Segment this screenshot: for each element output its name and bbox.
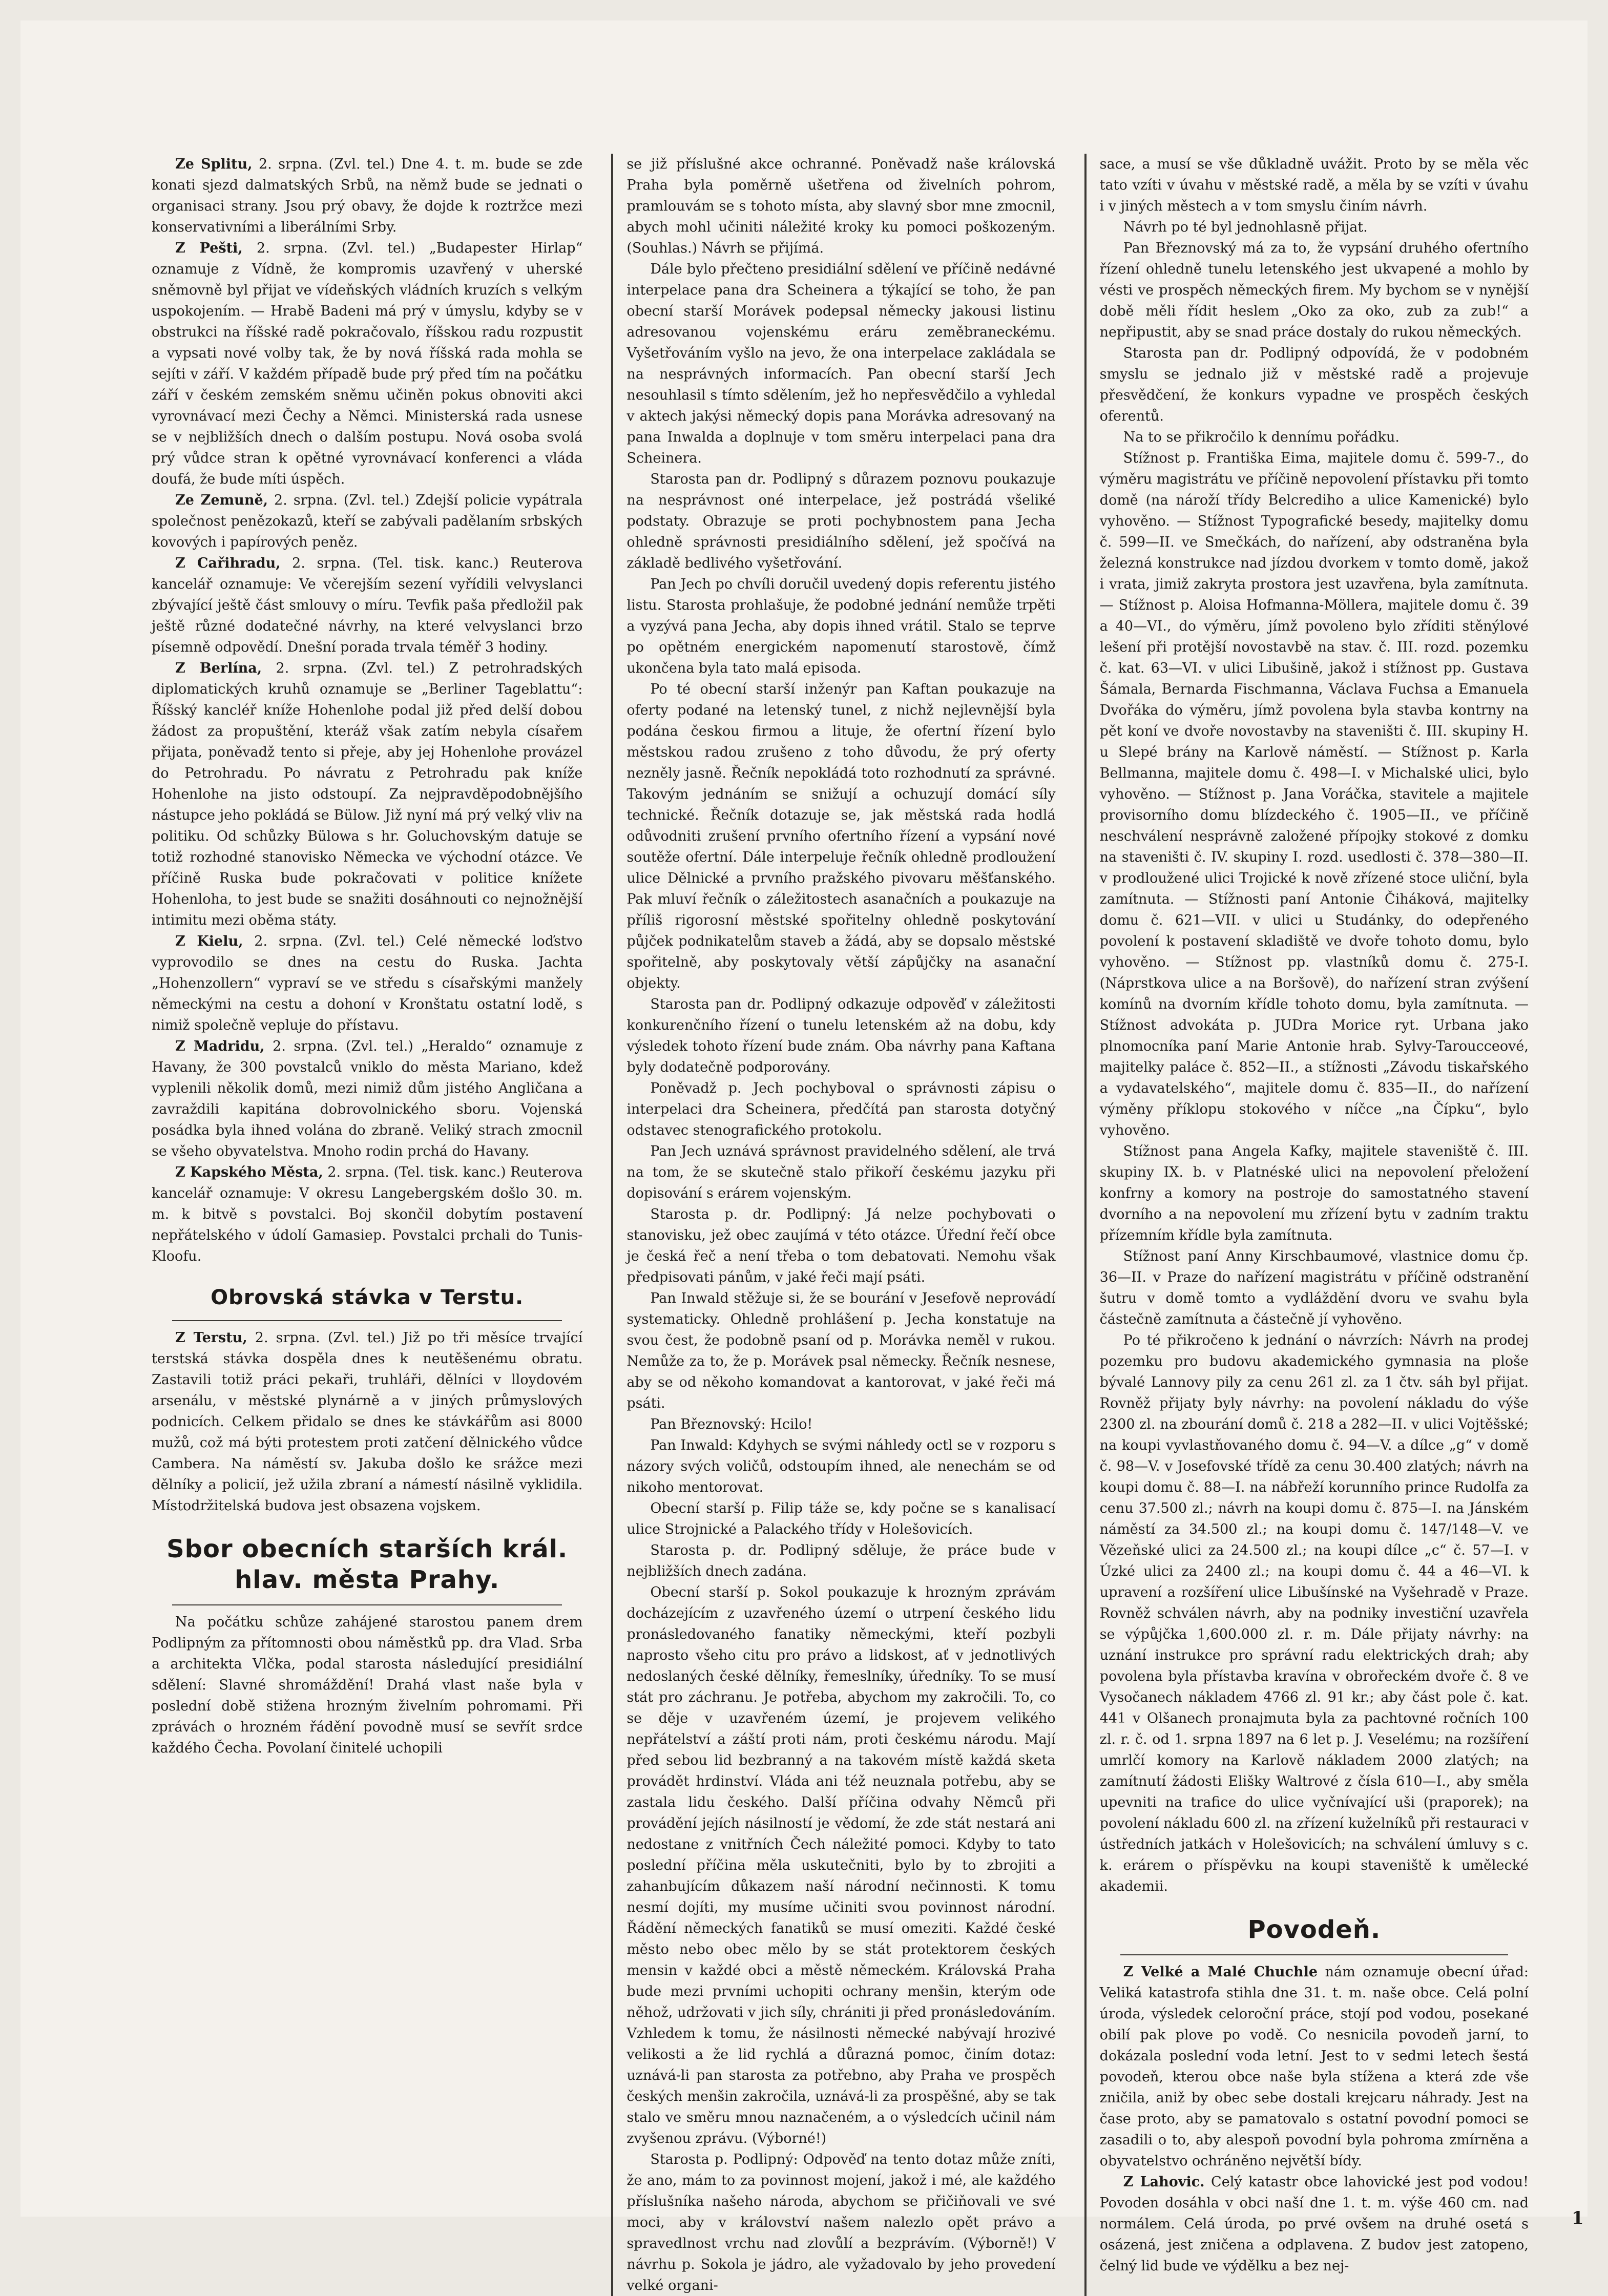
- article-paragraph: [152, 490, 582, 553]
- heading-rule: [1120, 1954, 1508, 1955]
- paragraph-text: 2. srpna. (Zvl. tel.) Již po tři měsíce trvající terstská stávka dospěla dnes k neutěšenému obratu. Zastavili totiž práci pekaři, truhláři, dělníci v lloydovém arsenálu, v městské plynárně a v jiných průmyslových podnicích. Celkem přidalo se dnes ke stávkářům asi 8000 mužů, což má býti protestem proti zatčení dělnického vůdce Cambera. Na náměstí sv. Jakuba došlo ke srážce mezi dělníky a policií, jež užila zbraní a námestí násilně vyklidila. Místodržitelská budova jest obsazena vojskem.: [152, 1330, 583, 1514]
- paragraph-text: Pan Jech uznává správnost pravidelného sdělení, ale trvá na tom, že se skutečně stalo přikoří českému jazyku při dopisování s erárem vojenským.: [627, 1143, 1056, 1201]
- paragraph-text: 2. srpna. (Zvl. tel.) Dne 4. t. m. bude se zde konati sjezd dalmatských Srbů, na němž bude se jednati o organisaci strany. Jsou prý obavy, že dojde k roztržce mezi konservativními a liberálními Srby.: [152, 156, 583, 235]
- paragraph-text: Stížnost p. Františka Eima, majitele domu č. 599-7., do výměru magistrátu ve příčině nepovolení přístavku při tomto domě (na nároží třídy Belcrediho a ulice Kamenické) bylo vyhověno. — Stížnost Typografické besedy, majitelky domu č. 599—II. ve Smečkách, do nařízení, aby odstraněna byla železná konstrukce nad jízdou dvorkem v tomto domě, jakož i vrata, jimiž zakryta prostora jest uzavřena, byla zamítnuta. — Stížnost p. Aloisa Hofmanna-Möllera, majitele domu č. 39 a 40—VI., do výměru, jímž povoleno bylo zříditi stěnýlové lešení při protější novostavbě na stav. č. III. rozd. pozemku č. kat. 63—VI. v ulici Libušině, jakož i stížnost pp. Gustava Šámala, Bernarda Fischmanna, Václava Fuchsa a Emanuela Dvořáka do výměru, jímž povolena byla stavba kontrny na pět koní ve dvoře novostavby na staveništi č. III. skupiny H. u Slepé brány na Karlově náměstí. — Stížnost p. Karla Bellmanna, majitele domu č. 498—I. v Michalské ulici, bylo vyhověno. — Stížnost p. Jana Voráčka, stavitele a majitele provisorního domu blízdeckého č. 1905—II., ve příčině neschválení nesprávně založené přípojky stokové z domku na staveništi č. IV. skupiny I. rozd. usedlosti č. 378—380—II. v prodloužené ulici Trojické k nově zřízené stoce uliční, byla zamítnuta. — Stížnosti paní Antonie Čiháková, majitelky domu č. 621—VII. v ulici u Studánky, do odepřeného povolení k postavení skladiště ve dvoře tohoto domu, bylo vyhověno. — Stížnost pp. vlastníků domu č. 275-I. (Náprstkova ulice a na Boršově), do nařízení stran zvýšení komínů na dvorním křídle tohoto domu, byla zamítnuta. — Stížnost advokáta p. JUDra Morice ryt. Urbana jako plnomocníka paní Marie Antonie hrab. Sylvy-Taroucceové, majitelky paláce č. 852—II., a stížnosti „Závodu tiskařského a vydavatelského“, majitele domu č. 835—II., do nařízení výměny příklopu stokového v níčce „na Čípku“, bylo vyhověno.: [1099, 450, 1529, 1138]
- article-columns: [138, 154, 1542, 2293]
- dateline: Z Kapského Města,: [175, 1164, 323, 1180]
- article-paragraph: [627, 1582, 1055, 2149]
- column-right: [1084, 154, 1542, 2296]
- article-paragraph: [152, 658, 582, 931]
- article-paragraph: [152, 1327, 582, 1516]
- article-paragraph: [627, 154, 1055, 259]
- article-paragraph: [1100, 1141, 1529, 1246]
- paragraph-text: Starosta pan dr. Podlipný odpovídá, že v podobném smyslu se jednalo již v městské radě a projevuje přesvědčení, že konkurs vypadne ve prospěch českých oferentů.: [1099, 345, 1529, 424]
- article-paragraph: [627, 1078, 1055, 1141]
- column-middle: [611, 154, 1069, 2296]
- article-paragraph: [1100, 2172, 1529, 2277]
- article-paragraph: [627, 2149, 1055, 2296]
- article-paragraph: [152, 553, 582, 658]
- paragraph-text: Po té přikročeno k jednání o návrzích: Návrh na prodej pozemku pro budovu akademického gymnasia na ploše bývalé Lannovy pily za cenu 261 zl. za 1 čtv. sáh byl přijat. Rovněž přijaty byly návrhy: na povolení nákladu do výše 2300 zl. na zbourání domů č. 218 a 282—II. v ulici Vojtěšské; na koupi vyvlastňovaného domu č. 94—V. a dílce „g“ v domě č. 98—V. v Josefovské třídě za cenu 30.400 zlatých; návrh na koupi domu č. 88—I. na nábřeží korunního prince Rudolfa za cenu 37.500 zl.; návrh na koupi domu č. 875—I. na Jánském náměstí za 34.500 zl.; na koupi domu č. 147/148—V. ve Vězeňské ulici za 24.500 zl.; na koupi dílce „c“ č. 57—I. v Úzké ulici za 2400 zl.; na koupi domu č. 44 a 46—VI. k upravení a rozšíření ulice Libušínské na Vyšehradě v Praze. Rovněž schválen návrh, aby na podniky investiční uzavřela se výpůjčka 1,600.000 zl. r. m. Dále přijaty návrhy: na uznání instrukce pro správní radu elektrických drah; aby povolena byla přístavba kravína v obrořeckém dvoře č. 8 ve Vysočanech nákladem 4766 zl. 91 kr.; aby část pole č. kat. 441 v Olšanech pronajmuta byla za pachtovné ročních 100 zl. r. č. od 1. srpna 1897 na 6 let p. J. Veselému; na rozšíření umrlčí komory na Karlově nákladem 2000 zlatých; na zamítnutí žádosti Elišky Waltrové z čísla 610—I., aby směla upevniti na trafice do ulice vyčnívající uši (praporek); na povolení nákladu 600 zl. na zřízení kuželníků při restauraci v ústředních jatkách v Holešovicích; na schválení úmluvy s c. k. erárem o příspěvku na koupi staveniště k umělecké akademii.: [1099, 1332, 1529, 1894]
- article-paragraph: [627, 1141, 1055, 1204]
- dateline: Z Berlína,: [175, 660, 262, 676]
- paragraph-text: 2. srpna. (Tel. tisk. kanc.) Reuterova kancelář oznamuje: Ve včerejším sezení vyřídili velvyslanci zbývající ještě část smlouvy o míru. Tevfik paša předložil pak ještě různé dodatečné návrhy, na které velvyslanci brzo písemně odpovědí. Dnešní porada trvala téměř 3 hodiny.: [152, 555, 583, 655]
- paragraph-text: Stížnost pana Angela Kafky, majitele staveniště č. III. skupiny IX. b. v Platnéské ulici na nepovolení přeložení konfrny a komory na postroje do samostatného stavení dvorního a na nepovolení mu zřízení bytu v zadním traktu přízemním křídle byla zamítnuta.: [1099, 1143, 1529, 1243]
- article-paragraph: [627, 1435, 1055, 1498]
- paragraph-text: Starosta pan dr. Podlipný s důrazem poznovu poukazuje na nesprávnost oné interpelace, jež postrádá všeliké podstaty. Obrazuje se proti pochybnostem pana Jecha ohledně správnosti presidiálního sdělení, jež spočívá na základě bedlivého vyšetřování.: [627, 471, 1056, 571]
- paragraph-text: 2. srpna. (Zvl. tel.) Z petrohradských diplomatických kruhů oznamuje se „Berliner Tageblattu“: Říšský kancléř kníže Hohenlohe podal již před delší dobou žádost za propuštění, kteráž však zatím nebyla císařem přijata, poněvadž tento si přeje, aby jej Hohenlohe provázel do Petrohradu. Po návratu z Petrohradu pak kníže Hohenlohe na jisto odstoupí. Za nejpravděpodobnějšího nástupce jeho pokládá se Bülow. Již nyní má prý velký vliv na politiku. Od schůzky Bülowa s hr. Goluchovským datuje se totiž rozhodné stanovisko Německa ve východní otázce. Ve příčině Ruska bude pokračovati v politice knížete Hohenloha, to jest bude se snažiti dosáhnouti co nejnožnější intimitu mezi oběma státy.: [152, 660, 583, 928]
- paragraph-text: Pan Březnovský: Hcilo!: [650, 1416, 813, 1432]
- heading-rule: [172, 1604, 562, 1605]
- paragraph-text: se již příslušné akce ochranné. Poněvadž naše královská Praha byla poměrně ušetřena od živelních pohrom, pramlouvám se s tohoto místa, aby slavný sbor mne zmocnil, abych mohl učiniti náležité kroky ku pomoci poškozeným. (Souhlas.) Návrh se přijímá.: [627, 156, 1056, 256]
- article-paragraph: [627, 679, 1055, 994]
- article-paragraph: [1100, 1246, 1529, 1330]
- dateline: Ze Splitu,: [175, 156, 253, 172]
- paragraph-text: Starosta p. Podlipný: Odpověď na tento dotaz může zníti, že ano, mám to za povinnost mojení, jakož i mé, ale každého příslušníka našeho národa, abychom se přičiňovali ve své moci, aby v království našem nalezlo opět právo a spravedlnost vrchu nad zlovůlí a bezprávím. (Výborně!) V návrhu p. Sokola je jádro, ale vyžadovalo by jeho provedení velké organi-: [627, 2152, 1056, 2293]
- dateline: Z Velké a Malé Chuchle: [1123, 1964, 1318, 1980]
- article-paragraph: [627, 994, 1055, 1078]
- paragraph-text: Dále bylo přečteno presidiální sdělení ve příčině nedávné interpelace pana dra Scheinera a týkající se toho, že pan obecní starší Morávek podepsal německy jakousi listinu adresovanou vojenskému eráru zeměbraneckému. Vyšetřováním vyšlo na jevo, že ona interpelace zakládala se na nesprávných informacích. Pan obecní starší Jech nesouhlasil s tímto sdělením, jež ho nepřesvědčilo a vyhledal v aktech jakýsi německý dopis pana Morávka adresovaný na pana Inwalda a doplnuje v tom směru interpelaci pana dra Scheinera.: [627, 261, 1056, 466]
- paragraph-text: Pan Inwald: Kdyhych se svými náhledy octl se v rozporu s názory svých voličů, odstoupím ihned, ale nenechám se od nikoho mentorovat.: [627, 1437, 1056, 1495]
- article-paragraph: [1100, 238, 1529, 343]
- article-paragraph: [627, 1540, 1055, 1582]
- paragraph-text: 2. srpna. (Zvl. tel.) Celé německé loďstvo vyprovodilo se dnes na cestu do Ruska. Jachta „Hohenzollern“ vypraví se ve středu s císařskými manžely německými na cestu a dohoní v Kronštatu ostatní lodě, s nimiž společně vepluje do přístavu.: [152, 933, 583, 1033]
- paragraph-text: Starosta p. dr. Podlipný: Já nelze pochybovati o stanovisku, jež obec zaujímá v této otázce. Úřední řečí obce je česká řeč a není třeba o tom debatovati. Nemohu však předpisovati pánům, v jaké řeči mají psáti.: [627, 1206, 1056, 1285]
- article-paragraph: [1100, 217, 1529, 238]
- column-left: [138, 154, 596, 2296]
- newspaper-page: [20, 20, 1588, 2293]
- section-heading: Obrovská stávka v Terstu.: [211, 1286, 524, 1309]
- paragraph-text: Obecní starší p. Filip táže se, kdy počne se s kanalisací ulice Strojnické a Palackého třídy v Holešovicích.: [627, 1500, 1056, 1537]
- article-paragraph: [1100, 427, 1529, 448]
- paragraph-text: 2. srpna. (Tel. tisk. kanc.) Reuterova kancelář oznamuje: V okresu Langebergském došlo 30. m. m. k bitvě s povstalci. Boj skončil dobytím postavení nepřátelského v údolí Gamasiep. Povstalci prchali do Tunis-Kloofu.: [152, 1164, 583, 1264]
- paragraph-text: Celý katastr obce lahovické jest pod vodou! Povoden dosáhla v obci naší dne 1. t. m. výše 460 cm. nad normálem. Celá úroda, po prvé ovšem na druhé osetá s osázená, jest zničena a odplavena. Z budov jest zatopeno, čelný lid bude ve výdělku a bez nej-: [1099, 2174, 1529, 2274]
- section-heading: Sbor obecních starších král. hlav. města Prahy.: [166, 1535, 568, 1594]
- article-paragraph: [1100, 154, 1529, 217]
- paragraph-text: Pan Jech po chvíli doručil uvedený dopis referentu jistého listu. Starosta prohlašuje, že podobné jednání nemůže trpěti a vyzývá pana Jecha, aby dopis ihned vrátil. Stalo se teprve po opětném energickém napomenutí starostově, čímž ukončena byla tato malá episoda.: [627, 576, 1056, 676]
- paragraph-text: Stížnost paní Anny Kirschbaumové, vlastnice domu čp. 36—II. v Praze do nařízení magistrátu v příčině odstranění šutru v domě tomto a vydláždění dvoru ve svahu byla částečně zamítnuta a částečně jí vyhověno.: [1099, 1248, 1529, 1327]
- article-paragraph: [1100, 343, 1529, 427]
- article-paragraph: [1100, 1330, 1529, 1897]
- dateline: Z Terstu,: [175, 1330, 247, 1346]
- article-paragraph: [1100, 448, 1529, 1141]
- dateline: Z Pešti,: [175, 240, 243, 256]
- paragraph-text: Na počátku schůze zahájené starostou panem drem Podlipným za přítomnosti obou náměstků pp. dra Vlad. Srba a architekta Vlčka, podal starosta následující presidiální sdělení: Slavné shromáždění! Drahá vlast naše byla v poslední době stižena hrozným živelním pohromami. Při zprávách o hrozném řádění povodně musí se sevřít srdce každého Čecha. Povolaní činitelé uchopili: [152, 1614, 583, 1756]
- paragraph-text: 2. srpna. (Zvl. tel.) „Heraldo“ oznamuje z Havany, že 300 povstalců vniklo do města Mariano, kdež vyplenili několik domů, mezi nimiž dům jistého Angličana a zavraždili kapitána dobrovolnického sboru. Vojenská posádka byla ihned volána do zbraně. Veliký strach zmocnil se všeho obyvatelstva. Mnoho rodin prchá do Havany.: [152, 1038, 583, 1159]
- paragraph-text: Návrh po té byl jednohlasně přijat.: [1123, 219, 1368, 235]
- article-paragraph: [152, 931, 582, 1036]
- article-paragraph: [152, 1162, 582, 1267]
- paragraph-text: 2. srpna. (Zvl. tel.) Zdejší policie vypátrala společnost penězokazů, kteří se zabývali padělaním srbských kovových i papírových peněz.: [152, 492, 583, 550]
- dateline: Ze Zemuně,: [175, 492, 268, 508]
- paragraph-text: Starosta pan dr. Podlipný odkazuje odpověď v záležitosti konkurenčního řízení o tunelu letenském až na dobu, kdy výsledek tohoto řízení bude znám. Oba návrhy pana Kaftana byly dodatečně podporovány.: [627, 996, 1056, 1075]
- paragraph-text: sace, a musí se vše důkladně uvážit. Proto by se měla věc tato vzíti v úvahu v městské radě, a měla by se vzíti v úvahu i v jiných městech a v tom smyslu činím návrh.: [1099, 156, 1529, 214]
- article-paragraph: [1100, 1961, 1529, 2172]
- dateline: Z Madridu,: [175, 1038, 265, 1054]
- dateline: Z Cařihradu,: [175, 555, 281, 571]
- dateline: Z Kielu,: [175, 933, 243, 949]
- paragraph-text: Na to se přikročilo k dennímu pořádku.: [1123, 429, 1400, 445]
- paragraph-text: Pan Inwald stěžuje si, že se bourání v Jesefově neprovádí systematicky. Ohledně prohlášení p. Jecha konstatuje na svou čest, že podobně psaní od p. Morávka neměl v rukou. Nemůže za to, že p. Morávek psal německy. Řečník nesnese, aby se od někoho komandovat a kantorovat, v jaké řeči má psáti.: [627, 1290, 1056, 1411]
- paragraph-text: Pan Březnovský má za to, že vypsání druhého ofertního řízení ohledně tunelu letenského jest ukvapené a mohlo by vésti ve prospěch německých firem. My bychom se v nynější době měli řídit heslem „Oko za oko, zub za zub!“ a nepřipustit, aby se snad práce dostaly do rukou německých.: [1099, 240, 1529, 340]
- paragraph-text: Po té obecní starší inženýr pan Kaftan poukazuje na oferty podané na letenský tunel, z nichž nejlevnější byla podána českou firmou a lituje, že ofertní řízení bylo městskou radou zrušeno z toho důvodu, že prý oferty nezněly jasně. Řečník nepokládá toto rozhodnutí za správné. Takovým jednáním se snižují a ochuzují domácí síly technické. Řečník dotazuje se, jak městská rada hodlá odůvodniti zrušení prvního ofertního řízení a vypsání nové soutěže ofertní. Dále interpeluje řečník ohledně prodloužení ulice Dělnické a prvního pražského pivovaru měšťanského. Pak mluví řečník o záležitostech asanačních a poukazuje na příliš rigorosní městské spořitelny ohledně poskytování půjček podnikatelům staveb a žádá, aby se dopsalo městské spořitelně, aby poskytovaly větší zápůjčky na asanační objekty.: [627, 681, 1056, 991]
- paragraph-text: Starosta p. dr. Podlipný sděluje, že práce bude v nejbližších dnech zadána.: [627, 1542, 1056, 1579]
- article-paragraph: [627, 469, 1055, 574]
- paragraph-text: Obecní starší p. Sokol poukazuje k hrozným zprávám docházejícím z uzavřeného území o utrpení českého lidu pronásledovaného fanatiky německými, kteří pozbyli naprosto všeho citu pro právo a lidskost, ať v jednotlivých nedoslaných české dělníky, řemeslníky, úředníky. To se musí stát pro záchranu. Je potřeba, abychom my zakročili. To, co se děje v uzavřeném území, je projevem velikého nepřátelství a záští proti nám, proti českému národu. Mají před sebou lid bezbranný a na takovém místě každá sketa provádět hrdinství. Vláda ani též neuznala potřebu, aby se zastala lidu českého. Další příčina odvahy Němců při provádění jejích násilností je vědomí, že zde stát nestará ani nedostane z vnitřních Čech náležité pomoci. Kdyby to tato poslední příčina měla uskutečniti, bylo by to zbrojiti a zahanbujícím důkazem naší národní nečinnosti. K tomu nesmí dojíti, my musíme učiniti svou povinnost národní. Řádění německých fanatiků se musí omeziti. Každé české město nebo obec mělo by se stát protektorem českých mensin v každé obci a městě německém. Královská Praha bude mezi prvními uchopiti ochrany menšin, kterým ode něhož, udržovati v jich síly, chrániti ji před pronásledováním. Vzhledem k tomu, že násilnosti německé nabývají hrozivé velikosti a že lid rychlá a důrazná pomoc, činím dotaz: uznává-li pan starosta za potřebno, aby Praha ve prospěch českých menšin zakročila, uznává-li za prospěšné, aby se tak stalo ve směru mnou naznačeném, a o výsledcích učinil nám zvyšenou zprávu. (Výborné!): [627, 1584, 1056, 2146]
- article-paragraph: [627, 1414, 1055, 1435]
- article-paragraph: [627, 1204, 1055, 1288]
- article-paragraph: [152, 238, 582, 490]
- article-paragraph: [152, 154, 582, 238]
- article-paragraph: [627, 1498, 1055, 1540]
- paragraph-text: nám oznamuje obecní úřad: Veliká katastrofa stihla dne 31. t. m. naše obce. Celá polní úroda, výsledek celoroční práce, stojí pod vodou, posekané obilí pak plove po vodě. Co nesnicila povodeň jarní, to dokázala poslední voda letní. Jest to v sedmi letech šestá povodeň, kterou obce naše byla stížena a která zde vše zničila, aniž by obec sebe dostali krejcaru náhrady. Jest na čase proto, aby se pamatovalo s ostatní povodní pomoci se zasadili o to, aby alespoň povodní byla pohroma zmírněna a obyvatelstvo ochráněno největší bídy.: [1099, 1964, 1529, 2169]
- dateline: Z Lahovic.: [1123, 2174, 1205, 2190]
- paragraph-text: Poněvadž p. Jech pochyboval o správnosti zápisu o interpelaci dra Scheinera, předčítá pan starosta dotyčný odstavec stenografického protokolu.: [627, 1080, 1056, 1138]
- article-paragraph: [627, 259, 1055, 469]
- article-paragraph: [627, 574, 1055, 679]
- heading-rule: [172, 1320, 562, 1321]
- section-heading: Povodeň.: [1247, 1915, 1381, 1944]
- paragraph-text: 2. srpna. (Zvl. tel.) „Budapester Hirlap“ oznamuje z Vídně, že kompromis uzavřený v uherské sněmovně byl přijat ve vídeňských vládních kruzích s velkým uspokojením. — Hrabě Badeni má prý v úmyslu, kdyby se v obstrukci na říšské radě pokračovalo, říšskou radu rozpustit a vypsati nové volby tak, že by nová říšská rada mohla se sejíti v září. V každém případě bude prý před tím na počátku září v českém zemském sněmu učiněn pokus obnoviti akci vyrovnávací mezi Čechy a Němci. Ministerská rada usnese se v nejbližších dnech o dalším postupu. Nová osoba svolá prý vůdce stran k opětné vyrovnávací konferenci a vláda doufá, že bude míti úspěch.: [152, 240, 583, 487]
- article-paragraph: [152, 1036, 582, 1162]
- article-paragraph: [152, 1612, 582, 1759]
- article-paragraph: [627, 1288, 1055, 1414]
- page-marker: 1: [1572, 2208, 1584, 2228]
